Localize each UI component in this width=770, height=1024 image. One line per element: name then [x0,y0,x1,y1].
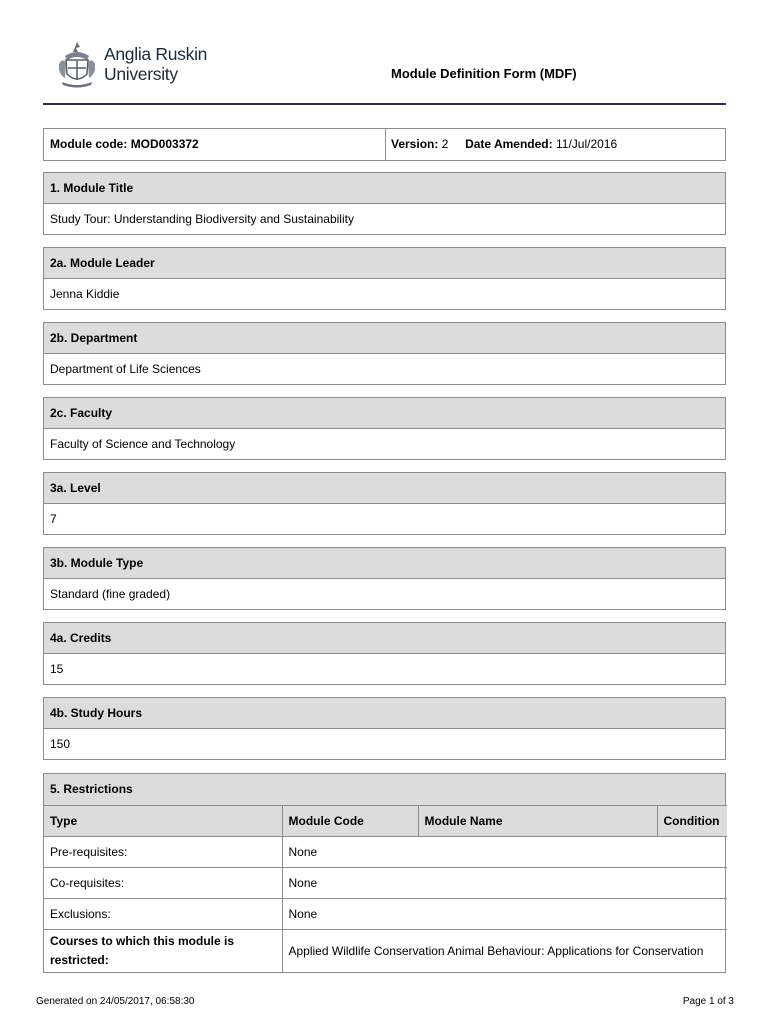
module-code-label: Module code: [50,137,128,151]
date-amended-value: 11/Jul/2016 [555,137,618,151]
section-value: Department of Life Sciences [44,354,725,384]
section-restrictions [43,773,726,973]
column-header-module-code: Module Code [282,806,418,837]
crest-icon [56,40,98,88]
section-heading: 4a. Credits [44,623,725,654]
section-faculty [43,397,726,460]
section-value: 15 [44,654,725,684]
section-value: Jenna Kiddie [44,279,725,309]
restriction-value: None [282,899,727,930]
module-code-cell [44,129,386,160]
restriction-value: None [282,837,727,868]
section-value: 7 [44,504,725,534]
section-heading: 5. Restrictions [44,774,725,805]
logo-line-1: Anglia Ruskin [104,44,208,64]
section-level [43,472,726,535]
section-module-type [43,547,726,610]
section-value: 150 [44,729,725,759]
restriction-type: Courses to which this module is restricted: [44,930,282,972]
version-cell [386,129,725,160]
page-number: Page 1 of 3 [682,996,734,1007]
table-row [44,868,727,899]
section-heading: 2c. Faculty [44,398,725,429]
table-row [44,930,727,972]
section-heading: 1. Module Title [44,173,725,204]
section-heading: 2b. Department [44,323,725,354]
table-header-row [44,806,727,837]
restriction-type: Exclusions: [44,899,282,930]
table-row [44,837,727,868]
section-value: Standard (fine graded) [44,579,725,609]
column-header-type: Type [44,806,282,837]
restrictions-table [44,805,727,972]
restriction-type: Pre-requisites: [44,837,282,868]
version-value: 2 [441,137,449,151]
section-study-hours [43,697,726,760]
university-logo [56,40,216,88]
section-heading: 2a. Module Leader [44,248,725,279]
module-code-value: MOD003372 [130,137,199,151]
form-title: Module Definition Form (MDF) [391,66,577,81]
header-divider [43,103,726,105]
date-amended-label: Date Amended: [465,137,553,151]
logo-line-2: University [104,64,178,84]
section-module-leader [43,247,726,310]
section-heading: 3b. Module Type [44,548,725,579]
generated-timestamp: Generated on 24/05/2017, 06:58:30 [36,996,195,1007]
section-module-title [43,172,726,235]
section-value: Faculty of Science and Technology [44,429,725,459]
version-label: Version: [391,137,439,151]
restriction-value: Applied Wildlife Conservation Animal Behaviour: Applications for Conservation [282,930,727,972]
module-code-row [43,128,726,161]
section-heading: 3a. Level [44,473,725,504]
table-row [44,899,727,930]
column-header-condition: Condition [657,806,727,837]
section-value: Study Tour: Understanding Biodiversity and Sustainability [44,204,725,234]
section-heading: 4b. Study Hours [44,698,725,729]
section-department [43,322,726,385]
column-header-module-name: Module Name [418,806,657,837]
section-credits [43,622,726,685]
restriction-type: Co-requisites: [44,868,282,899]
restriction-value: None [282,868,727,899]
